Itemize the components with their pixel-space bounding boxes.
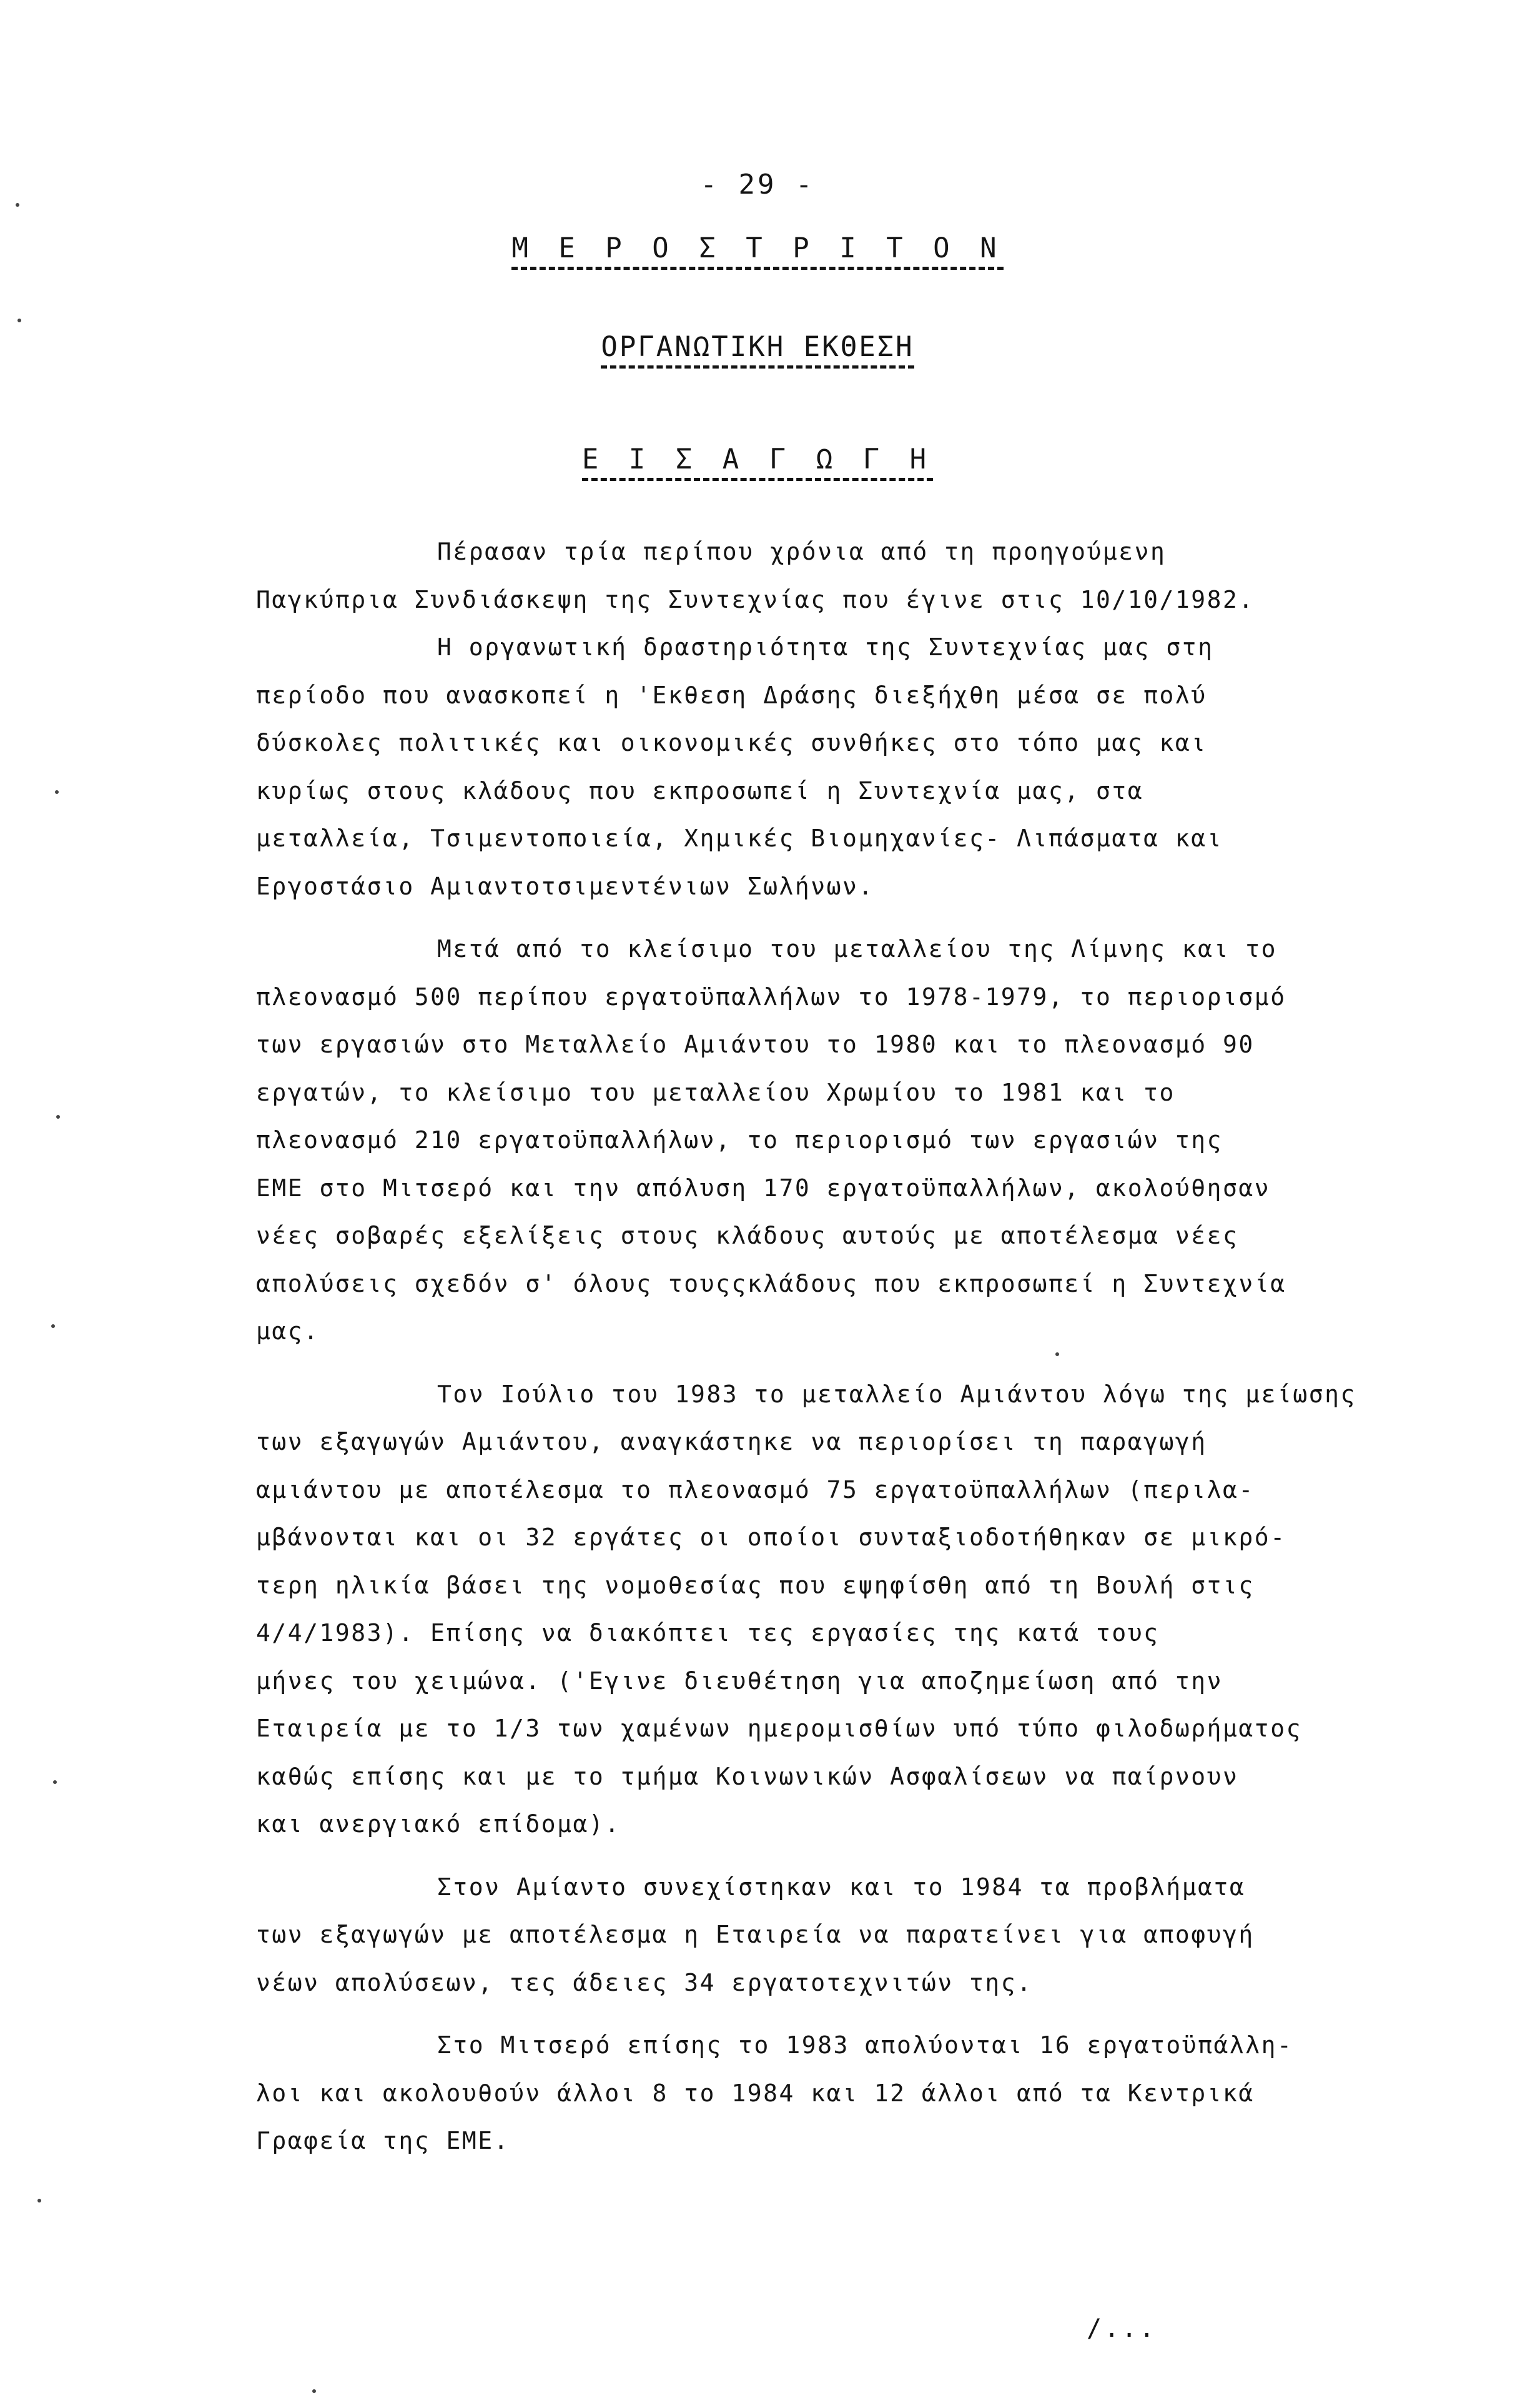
- paragraph-line: μήνες του χειμώνα. ('Εγινε διευθέτηση για αποζημείωση από την: [256, 1667, 1223, 1695]
- intro-heading-text: Ε Ι Σ Α Γ Ω Γ Η: [582, 443, 933, 481]
- paragraph-line: Εργοστάσιο Αμιαντοτσιμεντένιων Σωλήνων.: [256, 872, 874, 900]
- paragraph-line: νέες σοβαρές εξελίξεις στους κλάδους αυτούς με αποτέλεσμα νέες: [256, 1222, 1239, 1249]
- scan-speck: [37, 2199, 41, 2202]
- scan-speck: [1055, 1352, 1059, 1356]
- scan-speck: [312, 2389, 316, 2393]
- paragraph-line: Παγκύπρια Συνδιάσκεψη της Συντεχνίας που έγινε στις 10/10/1982.: [256, 585, 1255, 613]
- paragraph-line: των εξαγωγών με αποτέλεσμα η Εταιρεία να παρατείνει για αποφυγή: [256, 1921, 1255, 1948]
- paragraph: [256, 623, 1496, 910]
- paragraph-line: νέων απολύσεων, τες άδειες 34 εργατοτεχνιτών της.: [256, 1968, 1033, 1996]
- paragraph: [256, 1863, 1496, 2007]
- continuation-mark: /...: [1087, 2314, 1157, 2343]
- paragraph: [256, 1370, 1496, 1848]
- paragraph-line: 4/4/1983). Επίσης να διακόπτει τες εργασίες της κατά τους: [256, 1619, 1160, 1647]
- scan-speck: [55, 790, 59, 794]
- paragraph-line: πλεονασμό 210 εργατοϋπαλλήλων, το περιορισμό των εργασιών της: [256, 1126, 1223, 1154]
- document-body: [256, 528, 1496, 2165]
- scan-speck: [53, 1780, 57, 1784]
- paragraph-line: απολύσεις σχεδόν σ' όλους τουςςκλάδους που εκπροσωπεί η Συντεχνία: [256, 1269, 1286, 1297]
- paragraph-line: Η οργανωτική δραστηριότητα της Συντεχνίας μας στη: [437, 633, 1214, 661]
- paragraph-line: καθώς επίσης και με το τμήμα Κοινωνικών Ασφαλίσεων να παίρνουν: [256, 1762, 1239, 1790]
- paragraph-line: των εργασιών στο Μεταλλείο Αμιάντου το 1980 και το πλεονασμό 90: [256, 1031, 1255, 1058]
- paragraph-line: πλεονασμό 500 περίπου εργατοϋπαλλήλων το 1978-1979, το περιορισμό: [256, 983, 1286, 1011]
- paragraph-line: των εξαγωγών Αμιάντου, αναγκάστηκε να περιορίσει τη παραγωγή: [256, 1428, 1207, 1455]
- paragraph: [256, 528, 1496, 623]
- scan-speck: [17, 319, 21, 322]
- page-number: - 29 -: [700, 169, 815, 201]
- paragraph-line: ΕΜΕ στο Μιτσερό και την απόλυση 170 εργατοϋπαλλήλων, ακολούθησαν: [256, 1174, 1271, 1202]
- part-heading-text: Μ Ε Ρ Ο Σ Τ Ρ Ι Τ Ο Ν: [511, 232, 1003, 270]
- paragraph-line: Μετά από το κλείσιμο του μεταλλείου της Λίμνης και το: [437, 935, 1278, 963]
- paragraph-line: μβάνονται και οι 32 εργάτες οι οποίοι συνταξιοδοτήθηκαν σε μικρό-: [256, 1524, 1286, 1551]
- paragraph-line: αμιάντου με αποτέλεσμα το πλεονασμό 75 εργατοϋπαλλήλων (περιλα-: [256, 1475, 1255, 1504]
- paragraph-line: Πέρασαν τρία περίπου χρόνια από τη προηγούμενη: [437, 538, 1167, 565]
- scan-speck: [56, 1115, 60, 1119]
- paragraph-line: λοι και ακολουθούν άλλοι 8 το 1984 και 12 άλλοι από τα Κεντρικά: [256, 2079, 1255, 2107]
- paragraph-line: και ανεργιακό επίδομα).: [256, 1810, 621, 1838]
- paragraph-line: μεταλλεία, Τσιμεντοποιεία, Χημικές Βιομηχανίες- Λιπάσματα και: [256, 825, 1223, 852]
- paragraph-line: Στο Μιτσερό επίσης το 1983 απολύονται 16 εργατοϋπάλλη-: [437, 2031, 1293, 2059]
- paragraph-line: Εταιρεία με το 1/3 των χαμένων ημερομισθίων υπό τύπο φιλοδωρήματος: [256, 1715, 1302, 1742]
- paragraph-line: κυρίως στους κλάδους που εκπροσωπεί η Συντεχνία μας, στα: [256, 776, 1144, 805]
- intro-heading: [0, 443, 1515, 481]
- paragraph-line: μας.: [256, 1317, 320, 1345]
- paragraph-line: δύσκολες πολιτικές και οικονομικές συνθήκες στο τόπο μας και: [256, 729, 1207, 756]
- paragraph-line: Στον Αμίαντο συνεχίστηκαν και το 1984 τα προβλήματα: [437, 1873, 1246, 1901]
- paragraph: [256, 925, 1496, 1355]
- paragraph-line: Τον Ιούλιο του 1983 το μεταλλείο Αμιάντου λόγω της μείωσης: [437, 1380, 1356, 1408]
- scan-speck: [16, 203, 19, 207]
- paragraph-line: περίοδο που ανασκοπεί η 'Εκθεση Δράσης διεξήχθη μέσα σε πολύ: [256, 681, 1207, 709]
- report-heading-text: ΟΡΓΑΝΩΤΙΚΗ ΕΚΘΕΣΗ: [601, 331, 914, 369]
- part-heading: [0, 232, 1515, 270]
- scan-speck: [51, 1324, 55, 1328]
- paragraph: [256, 2021, 1496, 2165]
- report-heading: [0, 331, 1515, 369]
- paragraph-line: Γραφεία της ΕΜΕ.: [256, 2127, 510, 2154]
- paragraph-line: τερη ηλικία βάσει της νομοθεσίας που εψηφίσθη από τη Βουλή στις: [256, 1571, 1255, 1599]
- paragraph-line: εργατών, το κλείσιμο του μεταλλείου Χρωμίου το 1981 και το: [256, 1078, 1175, 1106]
